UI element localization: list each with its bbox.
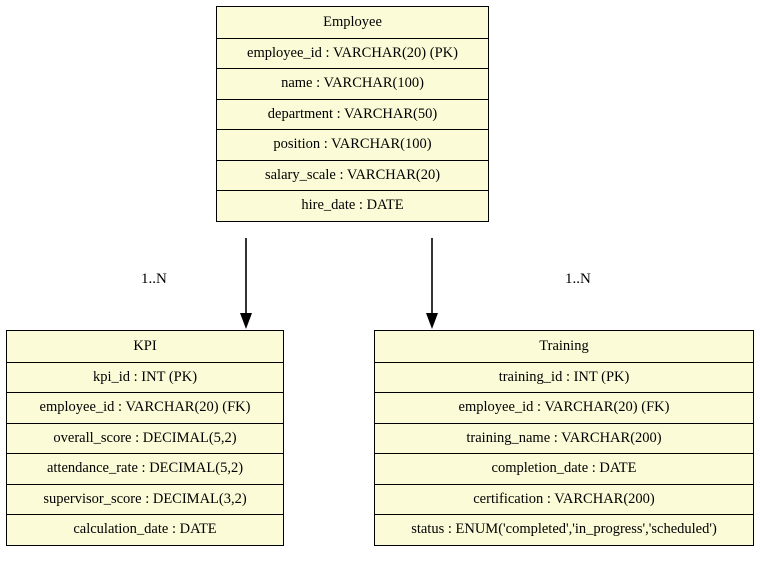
entity-kpi[interactable] bbox=[6, 330, 284, 546]
entity-training-title: Training bbox=[539, 338, 589, 354]
entity-kpi-attribute: overall_score : DECIMAL(5,2) bbox=[7, 423, 283, 454]
entity-training-attribute: status : ENUM('completed','in_progress','scheduled') bbox=[375, 514, 753, 545]
entity-employee-attribute: name : VARCHAR(100) bbox=[217, 68, 488, 99]
entity-kpi-attribute: supervisor_score : DECIMAL(3,2) bbox=[7, 484, 283, 515]
relationship-label-employee-kpi: 1..N bbox=[141, 271, 167, 287]
entity-kpi-attribute: kpi_id : INT (PK) bbox=[7, 362, 283, 393]
entity-kpi-attribute: calculation_date : DATE bbox=[7, 514, 283, 545]
entity-employee-attribute: salary_scale : VARCHAR(20) bbox=[217, 160, 488, 191]
entity-kpi-title: KPI bbox=[133, 338, 157, 354]
entity-employee-title: Employee bbox=[323, 14, 382, 30]
entity-kpi-attribute: employee_id : VARCHAR(20) (FK) bbox=[7, 392, 283, 423]
entity-training[interactable] bbox=[374, 330, 754, 546]
entity-employee-attribute: department : VARCHAR(50) bbox=[217, 99, 488, 130]
entity-employee-attribute: position : VARCHAR(100) bbox=[217, 129, 488, 160]
entity-training-attribute: training_id : INT (PK) bbox=[375, 362, 753, 393]
entity-employee[interactable] bbox=[216, 6, 489, 222]
entity-employee-attribute: hire_date : DATE bbox=[217, 190, 488, 221]
entity-kpi-attribute: attendance_rate : DECIMAL(5,2) bbox=[7, 453, 283, 484]
entity-training-attribute: training_name : VARCHAR(200) bbox=[375, 423, 753, 454]
entity-training-attribute: completion_date : DATE bbox=[375, 453, 753, 484]
entity-training-attribute: employee_id : VARCHAR(20) (FK) bbox=[375, 392, 753, 423]
entity-training-attribute: certification : VARCHAR(200) bbox=[375, 484, 753, 515]
relationship-label-employee-training: 1..N bbox=[565, 271, 591, 287]
entity-employee-attribute: employee_id : VARCHAR(20) (PK) bbox=[217, 38, 488, 69]
